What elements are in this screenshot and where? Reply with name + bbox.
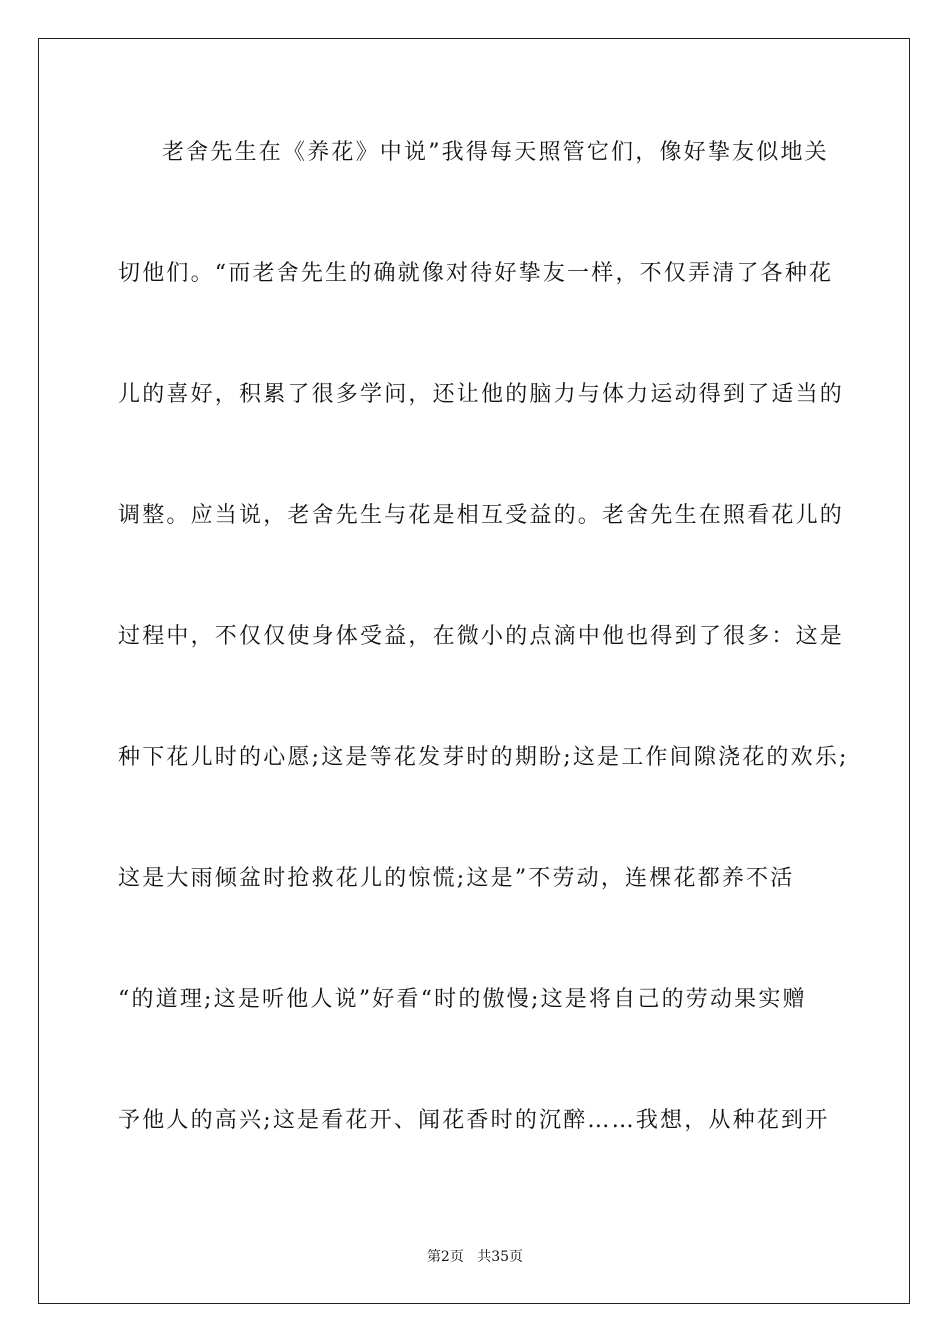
text-line-5: 过程中，不仅仅使身体受益，在微小的点滴中他也得到了很多：这是: [118, 624, 845, 649]
text-line-4: 调整。应当说，老舍先生与花是相互受益的。老舍先生在照看花儿的: [118, 503, 845, 528]
text-line-6: 种下花儿时的心愿;这是等花发芽时的期盼;这是工作间隙浇花的欢乐;: [118, 745, 849, 770]
page-footer: [0, 1247, 950, 1267]
text-line-1: 老舍先生在《养花》中说”我得每天照管它们，像好挚友似地关: [162, 140, 829, 165]
text-line-2: 切他们。“而老舍先生的确就像对待好挚友一样，不仅弄清了各种花: [118, 261, 834, 286]
text-line-7: 这是大雨倾盆时抢救花儿的惊慌;这是”不劳动，连棵花都养不活: [118, 866, 795, 891]
text-line-8: “的道理;这是听他人说”好看“时的傲慢;这是将自己的劳动果实赠: [118, 987, 807, 1012]
page-total: 共35页: [477, 1249, 524, 1265]
text-line-3: 儿的喜好，积累了很多学问，还让他的脑力与体力运动得到了适当的: [118, 382, 845, 407]
page-number: 第2页: [426, 1249, 464, 1265]
text-line-9: 予他人的高兴;这是看花开、闻花香时的沉醉……我想，从种花到开: [118, 1108, 830, 1133]
